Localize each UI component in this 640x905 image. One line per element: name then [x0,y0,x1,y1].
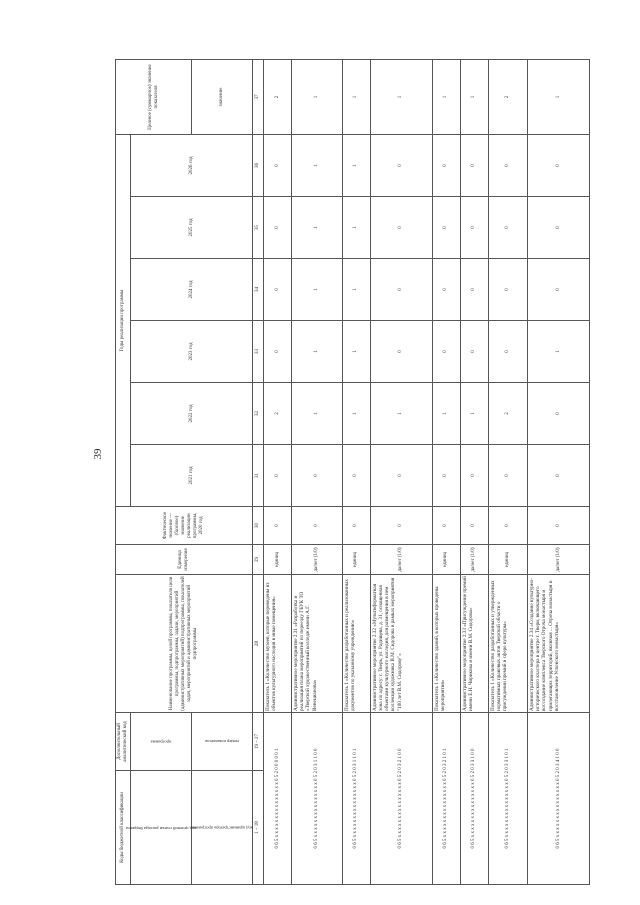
code-cell: 0 6 5 x x x x x x x x x x x x x x x 0 5 2 0 3 1 1 0 0 [292,713,343,885]
year-value-cell: 0 [528,259,590,321]
code-cell: 0 6 5 x x x x x x x x x x x x x x x 0 5 2 0 3 4 1 0 0 [528,713,590,885]
program-table [115,59,590,885]
table-row [292,60,343,885]
code-cell: 0 6 5 x x x x x x x x x x x x x x x 0 5 2 0 3 3 1 0 0 [460,713,488,885]
name-cell: Административное мероприятие 2.32 «Мультиформатная зона по адресу: г. Тверь, ул. Радищева, д. 31, оснащенная объектами культурного наследия, для размещения в нем коллекции художника В.М. Сидорова в рамках мероприятия "100 лет В.М. Сидорову"» [370,575,432,713]
years-header: Годы реализации программы [116,135,131,507]
unit-cell: единиц [432,545,460,575]
year-value-cell: 0 [528,197,590,259]
target-value-cell: 2 [488,60,527,135]
table-row [528,60,590,885]
year-2023-header: 2023 год [131,321,253,383]
year-value-cell: 0 [528,445,590,507]
year-value-cell: 0 [488,321,527,383]
year-value-cell: 0 [370,259,432,321]
col-number: 37 [253,60,264,135]
name-cell: Показатель 1 «Количество зданий, в которых проведены мероприятия» [432,575,460,713]
year-value-cell: 1 [292,259,343,321]
year-value-cell: 0 [432,259,460,321]
name-header: Наименование программы, целей программы, показателя цели программы, подпрограммы, задачи, мероприятий (административных мероприятий) подпрограммы, показателей задач, мероприятий и административных мероприятий подпрограммы [116,575,253,713]
analytic-codes-header: Дополнительный аналитический код [116,713,131,771]
year-value-cell: 0 [264,259,292,321]
year-value-cell: 0 [292,445,343,507]
year-value-cell: 0 [488,259,527,321]
year-2021-header: 2021 год [131,445,253,507]
col-number: 33 [253,321,264,383]
rotated-table-container [115,60,590,885]
year-value-cell: 0 [488,135,527,197]
table-row [460,60,488,885]
year-value-cell: 1 [342,197,370,259]
year-value-cell: 0 [528,135,590,197]
year-value-cell: 0 [432,135,460,197]
year-value-cell: 0 [488,445,527,507]
year-value-cell: 0 [264,445,292,507]
unit-cell: да/нет (1/0) [370,545,432,575]
budget-codes-header: Коды бюджетной классификации [116,771,131,885]
name-cell: Административное мероприятие 2.33 «Присуждение премий имени Е.Н. Чирикова и имени В.М. Сидорова» [460,575,488,713]
year-value-cell: 1 [460,383,488,445]
year-value-cell: 0 [264,321,292,383]
target-value-cell: 1 [292,60,343,135]
fact-cell: 0 [264,507,292,545]
col-number: 32 [253,383,264,445]
col-number: 36 [253,135,264,197]
year-value-cell: 0 [432,197,460,259]
year-value-cell: 1 [292,197,343,259]
fact-cell: 0 [292,507,343,545]
year-value-cell: 1 [432,383,460,445]
col-number: 19 – 27 [253,713,264,771]
fact-header: Фактическое значение — (базовое) значение реализации программы, 2020 год [116,507,253,545]
table-row [342,60,370,885]
expense-code-header: код целевой статьи расхода бюджета [131,771,192,885]
year-value-cell: 0 [460,135,488,197]
year-value-cell: 0 [460,445,488,507]
year-value-cell: 1 [342,321,370,383]
year-value-cell: 1 [342,259,370,321]
target-value-cell: 1 [342,60,370,135]
year-value-cell: 0 [432,321,460,383]
name-cell: Показатель 1 «Количество музеев, которые переведены из объектов культурного наследия в иные помещения» [264,575,292,713]
fact-cell: 0 [528,507,590,545]
year-value-cell: 1 [292,383,343,445]
col-number: 1 – 18 [253,771,264,885]
year-value-cell: 1 [528,321,590,383]
target-value-cell: 1 [370,60,432,135]
year-value-cell: 2 [488,383,527,445]
year-value-cell: 0 [460,259,488,321]
col-number: 30 [253,507,264,545]
col-number: 29 [253,545,264,575]
target-value-cell: 1 [460,60,488,135]
name-cell: Административное мероприятие 2.34 «Создание культурно-исторического кластера в центре г. Твери, включающего воссоздание комплекса Тверского Отроча монастыря и прилегающих территорий, включая ... Отроча монастыря и восстановление Успенского монастыря» [528,575,590,713]
year-value-cell: 0 [460,321,488,383]
year-value-cell: 0 [264,197,292,259]
code-cell: 0 6 5 x x x x x x x x x x x x x x x 0 5 2 0 3 2 1 0 1 [432,713,460,885]
fact-cell: 0 [488,507,527,545]
unit-cell: да/нет (1/0) [528,545,590,575]
code-cell: 0 6 5 x x x x x x x x x x x x x x x 0 5 2 0 0 0 0 0 1 [264,713,292,885]
year-value-cell: 0 [528,383,590,445]
target-value-cell: 1 [432,60,460,135]
unit-cell: да/нет (1/0) [460,545,488,575]
year-value-cell: 2 [264,383,292,445]
name-cell: Показатель 1 «Количество разработанных и реализованных документов по указанному учреждению» [342,575,370,713]
fact-cell: 0 [342,507,370,545]
year-value-cell: 0 [370,135,432,197]
unit-cell: единиц [342,545,370,575]
code-cell: 0 6 5 x x x x x x x x x x x x x x x 0 5 2 0 3 1 1 0 1 [342,713,370,885]
unit-header: Единица измерения [116,545,253,575]
code-cell: 0 6 5 x x x x x x x x x x x x x x x 0 5 2 0 3 2 1 0 0 [370,713,432,885]
year-value-cell: 1 [342,383,370,445]
year-value-cell: 1 [292,321,343,383]
unit-cell: единиц [264,545,292,575]
target-value-cell: 2 [264,60,292,135]
table-row [370,60,432,885]
col-number: 28 [253,575,264,713]
year-value-cell: 0 [460,197,488,259]
target-value-cell: 1 [528,60,590,135]
year-value-cell: 1 [370,383,432,445]
fact-cell: 0 [370,507,432,545]
col-number: 35 [253,197,264,259]
code-cell: 0 6 5 x x x x x x x x x x x x x x x 0 5 2 0 3 3 1 0 1 [488,713,527,885]
target-header: Целевое (суммарное) значение показателя [116,60,192,135]
year-value-cell: 0 [432,445,460,507]
name-cell: Показатель 1 «Количество разработанных и утвержденных нормативных правовых актов Тверской области о присуждении премий в сфере культуры» [488,575,527,713]
table-row [432,60,460,885]
year-value-cell: 0 [370,321,432,383]
analytic-index-header: номер показателя [192,713,253,771]
year-2024-header: 2024 год [131,259,253,321]
year-value-cell: 0 [370,445,432,507]
year-value-cell: 0 [342,445,370,507]
year-value-cell: 1 [342,135,370,197]
year-2026-header: 2026 год [131,135,253,197]
col-number: 31 [253,445,264,507]
fact-cell: 0 [432,507,460,545]
name-cell: Административное мероприятие 2.31 «Разработка и реализация плана мероприятий по переезду ГБУК ТО «Тверской художественный колледж имени А.Г. Венецианова» [292,575,343,713]
table-row [264,60,292,885]
fact-cell: 0 [460,507,488,545]
year-2022-header: 2022 год [131,383,253,445]
admin-code-header: код администратора программы [192,771,253,885]
target-value-header: значение [192,60,253,135]
year-value-cell: 0 [488,197,527,259]
year-value-cell: 0 [370,197,432,259]
col-number: 34 [253,259,264,321]
analytic-subheader: программа [131,713,192,771]
page-number: 39 [92,448,104,460]
unit-cell: да/нет (1/0) [292,545,343,575]
table-row [488,60,527,885]
year-value-cell: 1 [292,135,343,197]
unit-cell: единиц [488,545,527,575]
year-value-cell: 0 [264,135,292,197]
year-2025-header: 2025 год [131,197,253,259]
